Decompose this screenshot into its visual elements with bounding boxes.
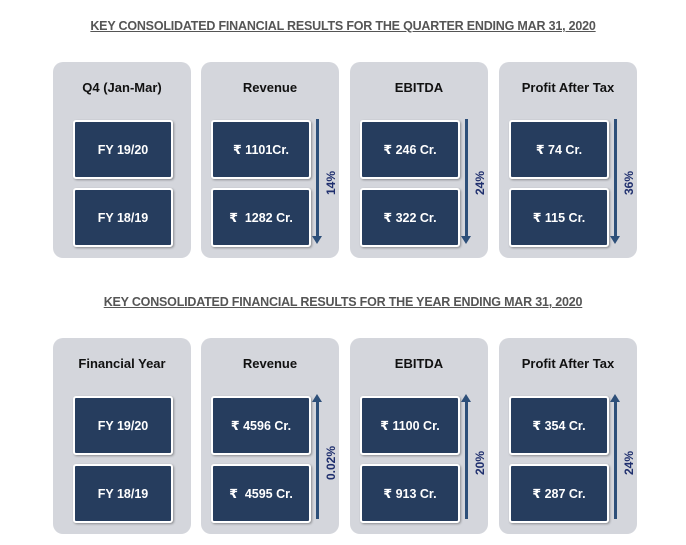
quarter-revenue-current: ₹ 1101Cr. [211,120,311,179]
year-ebitda-up-arrow-icon [465,401,468,519]
year-pat-previous: ₹ 287 Cr. [509,464,609,523]
quarter-revenue-change: 14% [324,170,338,196]
year-ebitda-panel [350,338,488,534]
year-period-current: FY 19/20 [73,396,173,455]
quarter-period-previous: FY 18/19 [73,188,173,247]
year-pat-heading: Profit After Tax [521,356,615,371]
quarter-pat-current: ₹ 74 Cr. [509,120,609,179]
year-revenue-heading: Revenue [242,356,298,371]
quarter-ebitda-panel [350,62,488,258]
year-ebitda-current: ₹ 1100 Cr. [360,396,460,455]
year-revenue-change: 0.02% [324,445,338,481]
year-revenue-up-arrow-icon [316,401,319,519]
year-section-title: KEY CONSOLIDATED FINANCIAL RESULTS FOR THE YEAR ENDING MAR 31, 2020 [103,295,583,309]
year-pat-panel [499,338,637,534]
year-period-heading: Financial Year [78,356,166,371]
quarter-revenue-previous: ₹ 1282 Cr. [211,188,311,247]
quarter-ebitda-change: 24% [473,170,487,196]
quarter-ebitda-heading: EBITDA [394,80,444,95]
quarter-revenue-panel [201,62,339,258]
quarter-period-current: FY 19/20 [73,120,173,179]
year-pat-up-arrow-icon [614,401,617,519]
quarter-ebitda-previous: ₹ 322 Cr. [360,188,460,247]
quarter-pat-panel [499,62,637,258]
quarter-pat-down-arrow-icon [614,119,617,237]
quarter-section-title: KEY CONSOLIDATED FINANCIAL RESULTS FOR THE QUARTER ENDING MAR 31, 2020 [90,19,596,33]
quarter-period-heading: Q4 (Jan-Mar) [82,80,162,95]
quarter-pat-change: 36% [622,170,636,196]
year-revenue-previous: ₹ 4595 Cr. [211,464,311,523]
quarter-pat-heading: Profit After Tax [521,80,615,95]
year-pat-current: ₹ 354 Cr. [509,396,609,455]
year-revenue-panel [201,338,339,534]
year-period-panel [53,338,191,534]
quarter-ebitda-current: ₹ 246 Cr. [360,120,460,179]
year-ebitda-heading: EBITDA [394,356,444,371]
year-pat-change: 24% [622,450,636,476]
year-revenue-current: ₹ 4596 Cr. [211,396,311,455]
quarter-revenue-down-arrow-icon [316,119,319,237]
quarter-pat-previous: ₹ 115 Cr. [509,188,609,247]
year-ebitda-previous: ₹ 913 Cr. [360,464,460,523]
quarter-revenue-heading: Revenue [242,80,298,95]
quarter-ebitda-down-arrow-icon [465,119,468,237]
year-period-previous: FY 18/19 [73,464,173,523]
year-ebitda-change: 20% [473,450,487,476]
quarter-period-panel [53,62,191,258]
